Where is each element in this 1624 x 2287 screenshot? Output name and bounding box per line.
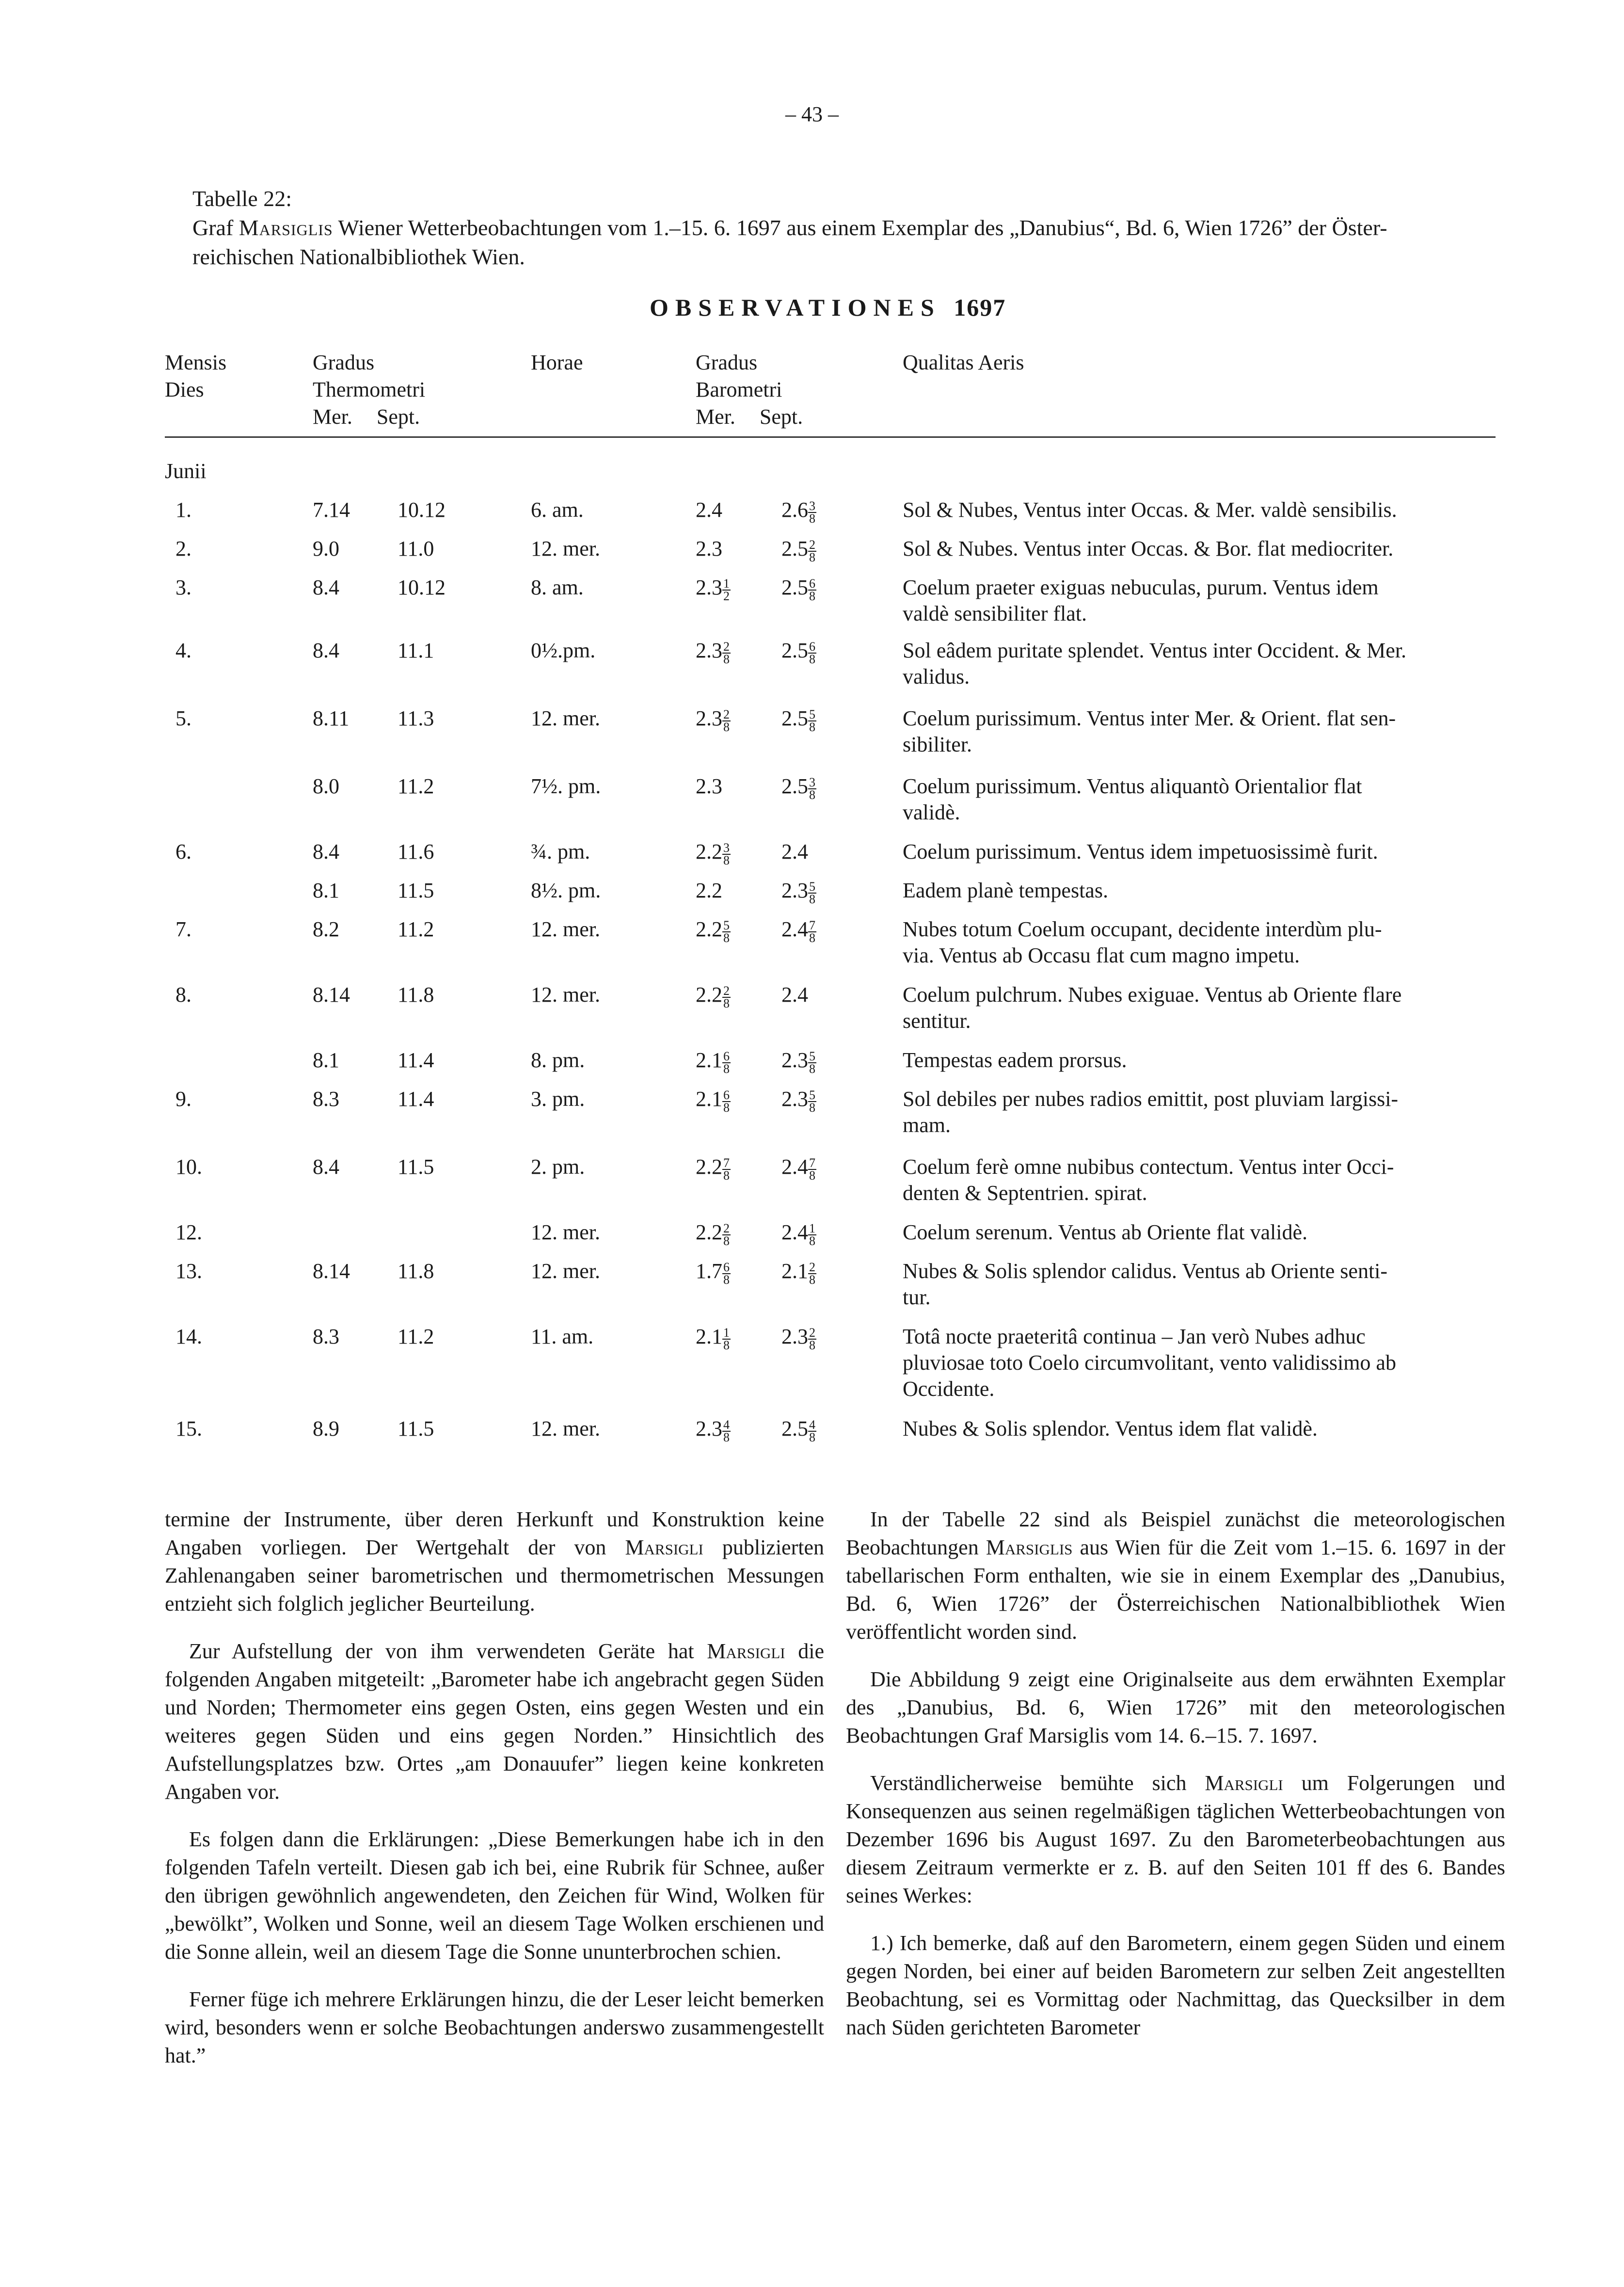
thermometer-sept: 11.4 xyxy=(398,1048,434,1072)
row-hour: 11. am. xyxy=(531,1325,594,1348)
thermometer-mer: 8.4 xyxy=(313,639,339,662)
quality-line: Sol & Nubes. Ventus inter Occas. & Bor. flat mediocriter. xyxy=(903,537,1394,560)
quality-line: Coelum purissimum. Ventus aliquantò Orientalior flat xyxy=(903,774,1362,798)
weather-quality xyxy=(903,916,1494,969)
barometer-mer: 2.2 $\frac{2}{8}$ xyxy=(696,1220,730,1248)
weather-quality xyxy=(903,1047,1494,1073)
barometer-sept: 2.4 $\frac{7}{8}$ xyxy=(781,1155,815,1183)
barometer-mer: 2.2 $\frac{7}{8}$ xyxy=(696,1155,730,1183)
barometer-mer: 2.3 xyxy=(696,537,722,560)
paragraph: Ferner füge ich mehrere Erklärungen hinzu, die der Leser leicht bemerken wird, besonders wenn er solche Beobachtungen anderswo zusammengestellt hat.” xyxy=(165,1987,824,2067)
left-column xyxy=(165,1505,824,2089)
barometer-mer: 1.7 $\frac{6}{8}$ xyxy=(696,1259,730,1287)
quality-line: Nubes totum Coelum occupant, decidente interdùm plu- xyxy=(903,917,1382,941)
thermometer-mer: 8.14 xyxy=(313,1259,350,1283)
quality-line: tur. xyxy=(903,1285,931,1309)
row-day: 8. xyxy=(175,983,191,1007)
weather-quality xyxy=(903,497,1494,523)
thermometer-sept: 11.2 xyxy=(398,917,434,941)
row-day: 12. xyxy=(175,1220,202,1244)
quality-line: Coelum praeter exiguas nebuculas, purum. Ventus idem xyxy=(903,576,1379,599)
barometer-mer: 2.4 xyxy=(696,498,722,522)
thermometer-sept: 11.2 xyxy=(398,1325,434,1348)
row-hour: 0½.pm. xyxy=(531,639,596,662)
weather-quality xyxy=(903,1219,1494,1246)
thermometer-mer: 8.2 xyxy=(313,917,339,941)
header-horae: Horae xyxy=(531,351,583,374)
header-barometri: Gradus Barometri Mer. Sept. xyxy=(696,351,803,429)
right-column xyxy=(846,1505,1505,2061)
paragraph: Zur Aufstellung der von ihm verwendeten Geräte hat Marsigli die folgenden Angaben mitgeteilt: „Barometer habe ich angebracht gegen Süden und Norden; Thermometer eins gegen Osten, eins gegen Westen und ein weiteres gegen Süden und eins gegen Norden.” Hinsichtlich des Aufstellungsplatzes bzw. Ortes „am Donauufer” liegen keine konkreten Angaben vor. xyxy=(165,1639,824,1804)
quality-line: sibiliter. xyxy=(903,733,972,756)
row-day: 5. xyxy=(175,706,191,730)
paragraph: Verständlicherweise bemühte sich Marsigli um Folgerungen und Konsequenzen aus seinen regelmäßigen täglichen Wetterbeobachtungen von Dezember 1696 bis August 1697. Zu den Barometerbeobachtungen aus diesem Zeitraum vermerkte er z. B. auf den Seiten 101 ff des 6. Bandes seines Werkes: xyxy=(846,1771,1505,1907)
header-mensis: Mensis Dies xyxy=(165,351,227,401)
quality-line: validè. xyxy=(903,800,960,824)
weather-quality xyxy=(903,705,1494,758)
thermometer-sept: 11.5 xyxy=(398,1155,434,1179)
paragraph: Es folgen dann die Erklärungen: „Diese Bemerkungen habe ich in den folgenden Tafeln verteilt. Diesen gab ich bei, eine Rubrik für Schnee, außer den übrigen gewöhnlich angewendeten, den Zeichen für Wind, Wolken für „bewölkt”, Wolken und Sonne, weil an diesem Tage Wolken erschienen und die Sonne allein, weil an diesem Tage die Sonne ununterbrochen schien. xyxy=(165,1827,824,1964)
thermometer-mer: 8.1 xyxy=(313,1048,339,1072)
quality-line: Nubes & Solis splendor. Ventus idem flat validè. xyxy=(903,1417,1318,1440)
barometer-sept: 2.4 xyxy=(781,840,808,864)
thermometer-mer: 8.4 xyxy=(313,840,339,864)
barometer-mer: 2.3 xyxy=(696,774,722,798)
table-title: OBSERVATIONES 1697 xyxy=(650,294,1006,321)
barometer-sept: 2.3 $\frac{5}{8}$ xyxy=(781,879,815,906)
caption-text-cont: reichischen Nationalbibliothek Wien. xyxy=(192,244,525,269)
barometer-sept: 2.5 $\frac{2}{8}$ xyxy=(781,537,815,564)
quality-line: Coelum purissimum. Ventus idem impetuosissimè furit. xyxy=(903,840,1378,864)
caption-label: Tabelle 22: xyxy=(192,186,292,211)
quality-line: validus. xyxy=(903,665,970,688)
row-hour: 8. am. xyxy=(531,576,584,599)
row-day: 10. xyxy=(175,1155,202,1179)
row-day: 1. xyxy=(175,498,191,522)
row-day: 6. xyxy=(175,840,191,864)
quality-line: Occidente. xyxy=(903,1377,995,1401)
quality-line: Coelum ferè omne nubibus contectum. Ventus inter Occi- xyxy=(903,1155,1394,1179)
row-day: 15. xyxy=(175,1417,202,1440)
row-day: 4. xyxy=(175,639,191,662)
barometer-sept: 2.1 $\frac{2}{8}$ xyxy=(781,1259,815,1287)
thermometer-sept: 11.6 xyxy=(398,840,434,864)
thermometer-mer: 8.3 xyxy=(313,1087,339,1111)
barometer-mer: 2.1 $\frac{6}{8}$ xyxy=(696,1087,730,1115)
caption-text: Graf Marsiglis Wiener Wetterbeobachtungen vom 1.–15. 6. 1697 aus einem Exemplar des „Danubius“, Bd. 6, Wien 1726” der Öster- xyxy=(192,215,1387,240)
thermometer-sept: 11.4 xyxy=(398,1087,434,1111)
weather-quality xyxy=(903,1154,1494,1206)
barometer-mer: 2.3 $\frac{4}{8}$ xyxy=(696,1417,730,1444)
thermometer-sept: 11.2 xyxy=(398,774,434,798)
page-number: – 43 – xyxy=(785,102,839,126)
quality-line: valdè sensibiliter flat. xyxy=(903,602,1087,625)
table-caption xyxy=(192,184,1497,272)
thermometer-mer: 8.14 xyxy=(313,983,350,1007)
paragraph: termine der Instrumente, über deren Herkunft und Konstruktion keine Angaben vorliegen. Der Wertgehalt der von Marsigli publizierten Zahlenangaben seiner barometrischen und thermometrischen Messungen entzieht sich folglich jeglicher Beurteilung. xyxy=(165,1507,824,1615)
thermometer-sept: 10.12 xyxy=(398,498,446,522)
barometer-mer: 2.2 xyxy=(696,879,722,902)
row-hour: 12. mer. xyxy=(531,1417,600,1440)
weather-quality xyxy=(903,1086,1494,1138)
thermometer-sept: 11.0 xyxy=(398,537,434,560)
row-hour: ¾. pm. xyxy=(531,840,590,864)
quality-line: pluviosae toto Coelo circumvolitant, vento validissimo ab xyxy=(903,1351,1396,1375)
thermometer-mer: 8.9 xyxy=(313,1417,339,1440)
thermometer-mer: 8.3 xyxy=(313,1325,339,1348)
paragraph: 1.) Ich bemerke, daß auf den Barometern, einem gegen Süden und einem gegen Norden, bei einer auf beiden Barometern zur selben Zeit angestellten Beobachtung, sei es Vormittag oder Nachmittag, das Quecksilber in dem nach Süden gerichteten Barometer xyxy=(846,1931,1505,2039)
thermometer-sept: 11.8 xyxy=(398,983,434,1007)
author-name: Marsiglis xyxy=(239,215,333,240)
thermometer-sept: 11.8 xyxy=(398,1259,434,1283)
quality-line: mam. xyxy=(903,1113,951,1137)
barometer-mer: 2.2 $\frac{3}{8}$ xyxy=(696,840,730,867)
row-day: 13. xyxy=(175,1259,202,1283)
row-day: 14. xyxy=(175,1325,202,1348)
barometer-mer: 2.2 $\frac{2}{8}$ xyxy=(696,983,730,1010)
thermometer-mer: 8.4 xyxy=(313,576,339,599)
barometer-sept: 2.4 $\frac{1}{8}$ xyxy=(781,1220,815,1248)
thermometer-sept: 11.5 xyxy=(398,879,434,902)
paragraph: Die Abbildung 9 zeigt eine Originalseite aus dem erwähnten Exemplar des „Danubius, Bd. 6, Wien 1726” mit den meteorologischen Beobachtungen Graf Marsiglis vom 14. 6.–15. 7. 1697. xyxy=(846,1667,1505,1747)
quality-line: via. Ventus ab Occasu flat cum magno impetu. xyxy=(903,944,1300,967)
month-label: Junii xyxy=(165,459,207,483)
thermometer-mer: 7.14 xyxy=(313,498,350,522)
barometer-mer: 2.3 $\frac{1}{2}$ xyxy=(696,576,730,603)
paragraph: In der Tabelle 22 sind als Beispiel zunächst die meteorologischen Beobachtungen Marsiglis aus Wien für die Zeit vom 1.–15. 6. 1697 in der tabellarischen Form enthalten, wie sie in einem Exemplar des „Danubius, Bd. 6, Wien 1726” der Österreichischen Nationalbibliothek Wien veröffentlicht worden sind. xyxy=(846,1507,1505,1644)
barometer-mer: 2.1 $\frac{1}{8}$ xyxy=(696,1325,730,1352)
barometer-sept: 2.3 $\frac{2}{8}$ xyxy=(781,1325,815,1352)
quality-line: Sol debiles per nubes radios emittit, post pluviam largissi- xyxy=(903,1087,1399,1111)
quality-line: Tempestas eadem prorsus. xyxy=(903,1048,1127,1072)
weather-quality xyxy=(903,575,1494,627)
quality-line: Totâ nocte praeteritâ continua – Jan verò Nubes adhuc xyxy=(903,1325,1366,1348)
quality-line: sentitur. xyxy=(903,1009,971,1033)
thermometer-sept: 11.3 xyxy=(398,706,434,730)
quality-line: Sol & Nubes, Ventus inter Occas. & Mer. valdè sensibilis. xyxy=(903,498,1397,522)
row-day: 7. xyxy=(175,917,191,941)
row-day: 2. xyxy=(175,537,191,560)
thermometer-sept: 10.12 xyxy=(398,576,446,599)
weather-quality xyxy=(903,982,1494,1034)
weather-quality xyxy=(903,1416,1494,1442)
weather-quality xyxy=(903,638,1494,690)
header-rule xyxy=(165,436,1496,438)
thermometer-mer: 8.11 xyxy=(313,706,350,730)
quality-line: Coelum pulchrum. Nubes exiguae. Ventus ab Oriente flare xyxy=(903,983,1402,1007)
row-hour: 2. pm. xyxy=(531,1155,585,1179)
thermometer-mer: 8.0 xyxy=(313,774,339,798)
quality-line: Nubes & Solis splendor calidus. Ventus ab Oriente senti- xyxy=(903,1259,1388,1283)
row-hour: 12. mer. xyxy=(531,706,600,730)
weather-quality xyxy=(903,773,1494,826)
thermometer-sept: 11.5 xyxy=(398,1417,434,1440)
barometer-sept: 2.5 $\frac{5}{8}$ xyxy=(781,706,815,734)
barometer-sept: 2.6 $\frac{3}{8}$ xyxy=(781,498,815,526)
quality-line: denten & Septentrien. spirat. xyxy=(903,1181,1147,1205)
thermometer-mer: 8.4 xyxy=(313,1155,339,1179)
row-hour: 12. mer. xyxy=(531,537,600,560)
row-day: 3. xyxy=(175,576,191,599)
quality-line: Sol eâdem puritate splendet. Ventus inter Occident. & Mer. xyxy=(903,639,1407,662)
row-hour: 7½. pm. xyxy=(531,774,601,798)
row-hour: 8½. pm. xyxy=(531,879,601,902)
barometer-mer: 2.3 $\frac{2}{8}$ xyxy=(696,639,730,666)
row-hour: 12. mer. xyxy=(531,983,600,1007)
barometer-sept: 2.3 $\frac{5}{8}$ xyxy=(781,1087,815,1115)
weather-quality xyxy=(903,536,1494,562)
row-hour: 3. pm. xyxy=(531,1087,585,1111)
barometer-sept: 2.5 $\frac{4}{8}$ xyxy=(781,1417,815,1444)
header-thermometri: Gradus Thermometri Mer. Sept. xyxy=(313,351,426,429)
barometer-sept: 2.5 $\frac{6}{8}$ xyxy=(781,639,815,666)
row-hour: 12. mer. xyxy=(531,917,600,941)
row-hour: 12. mer. xyxy=(531,1259,600,1283)
weather-quality xyxy=(903,878,1494,904)
row-hour: 6. am. xyxy=(531,498,584,522)
thermometer-mer: 9.0 xyxy=(313,537,339,560)
quality-line: Coelum purissimum. Ventus inter Mer. & Orient. flat sen- xyxy=(903,706,1396,730)
barometer-mer: 2.2 $\frac{5}{8}$ xyxy=(696,917,730,945)
barometer-mer: 2.3 $\frac{2}{8}$ xyxy=(696,706,730,734)
barometer-sept: 2.5 $\frac{6}{8}$ xyxy=(781,576,815,603)
row-hour: 8. pm. xyxy=(531,1048,585,1072)
thermometer-mer: 8.1 xyxy=(313,879,339,902)
barometer-sept: 2.3 $\frac{5}{8}$ xyxy=(781,1048,815,1076)
thermometer-sept: 11.1 xyxy=(398,639,434,662)
quality-line: Coelum serenum. Ventus ab Oriente flat validè. xyxy=(903,1220,1307,1244)
weather-quality xyxy=(903,1324,1494,1402)
quality-line: Eadem planè tempestas. xyxy=(903,879,1108,902)
weather-quality xyxy=(903,839,1494,865)
row-day: 9. xyxy=(175,1087,191,1111)
row-hour: 12. mer. xyxy=(531,1220,600,1244)
barometer-sept: 2.5 $\frac{3}{8}$ xyxy=(781,774,815,802)
barometer-sept: 2.4 xyxy=(781,983,808,1007)
weather-quality xyxy=(903,1258,1494,1311)
header-qualitas: Qualitas Aeris xyxy=(903,351,1024,374)
barometer-sept: 2.4 $\frac{7}{8}$ xyxy=(781,917,815,945)
barometer-mer: 2.1 $\frac{6}{8}$ xyxy=(696,1048,730,1076)
